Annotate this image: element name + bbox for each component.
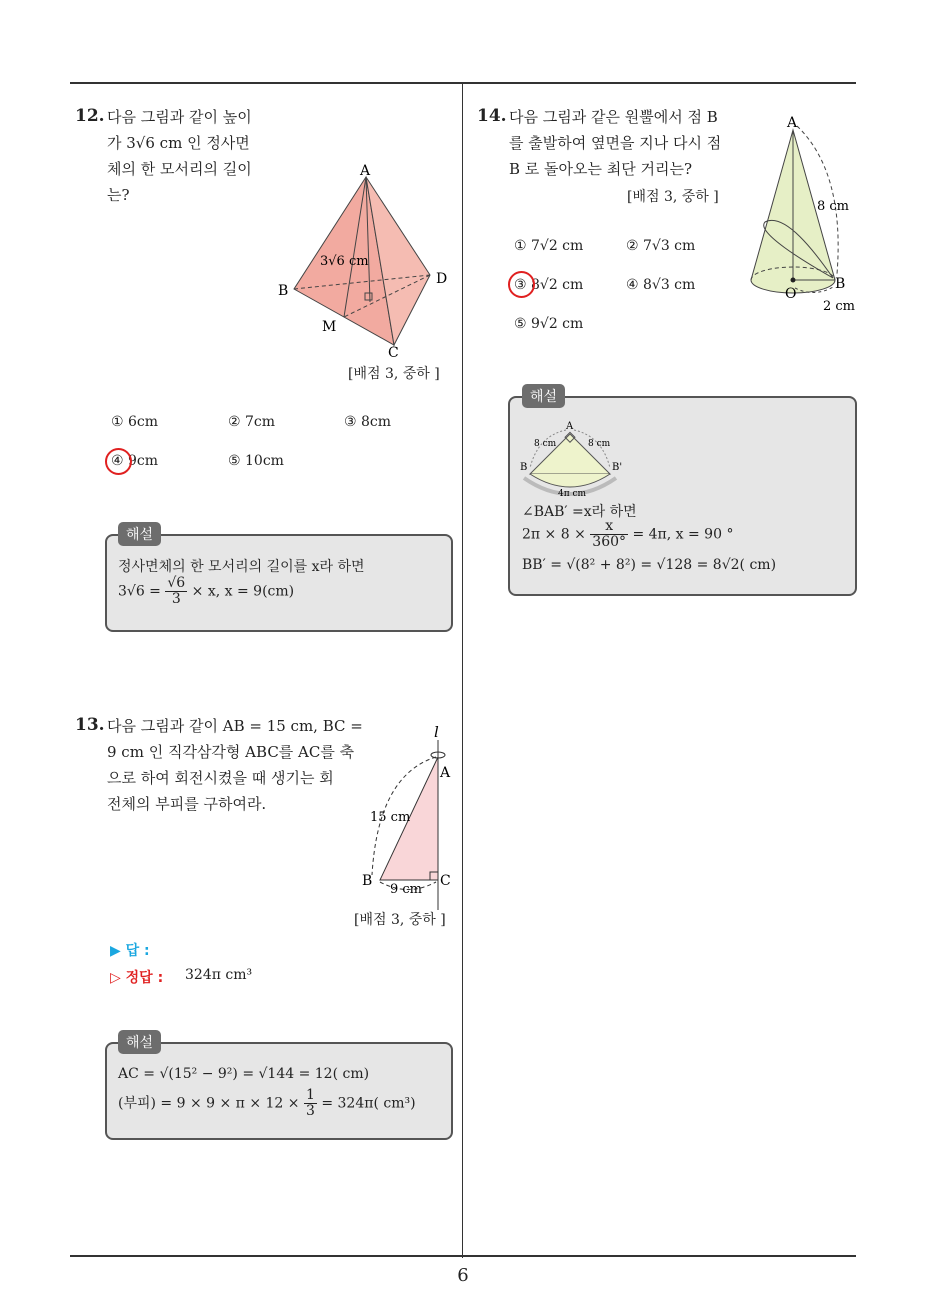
center-point (791, 278, 796, 283)
q12-number: 12. (75, 106, 105, 126)
q12-solution-line-2 (118, 576, 294, 607)
q12-meta: [배점 3, 중하 ] (348, 366, 440, 382)
q13-sol-den: 3 (305, 1103, 315, 1119)
cone-figure (745, 112, 860, 317)
q14-sol-right: = 4π, x = 90 ° (632, 526, 734, 543)
q14-number: 14. (477, 106, 507, 126)
q12-line-4: 는? (107, 186, 130, 204)
label-c: C (440, 873, 451, 889)
q13-solution-line-1: AC = √(15² − 9²) = √144 = 12( cm) (118, 1066, 370, 1082)
q12-choice-2[interactable]: ② 7cm (228, 414, 276, 430)
q12-choice-5[interactable]: ⑤ 10cm (228, 453, 284, 469)
base-label: 9 cm (390, 882, 423, 897)
rotation-triangle-figure (358, 715, 458, 915)
fig-label-right-length: 8 cm (588, 439, 611, 449)
q13-sol-right: = 324π( cm³) (321, 1095, 416, 1112)
q12-choice-1[interactable]: ① 6cm (111, 414, 159, 430)
q14-choice-2[interactable]: ② 7√3 cm (626, 238, 696, 254)
radius-label: 2 cm (823, 299, 856, 314)
q13-correct-label: ▷ 정답 : (110, 970, 164, 986)
label-o: O (785, 286, 797, 302)
q13-answer-label: ▶ 답 : (110, 943, 150, 959)
q14-line-3: B 로 돌아오는 최단 거리는? (509, 160, 693, 178)
q13-correct-value: 324π cm³ (185, 967, 253, 983)
q14-question (509, 104, 721, 182)
sector-arc (530, 474, 610, 487)
slant-label: 8 cm (817, 199, 850, 214)
q14-line-2: 를 출발하여 옆면을 지나 다시 점 (509, 134, 722, 152)
fig-label-left-length: 8 cm (534, 439, 557, 449)
q14-selected-mark (508, 271, 535, 298)
q14-choice-1[interactable]: ① 7√2 cm (514, 238, 584, 254)
q14-line-1: 다음 그림과 같은 원뿔에서 점 B (509, 108, 718, 126)
q14-sol-num: x (590, 519, 628, 535)
label-d: D (436, 271, 448, 287)
label-c: C (388, 345, 399, 361)
sector-figure (516, 418, 628, 500)
q12-sol-den: 3 (171, 591, 181, 607)
q14-solution-tag: 해설 (522, 384, 565, 408)
q13-sol-num: 1 (305, 1087, 315, 1103)
fig-label-b: B (520, 462, 528, 473)
q13-sol-left: (부피) = 9 × 9 × π × 12 × (118, 1095, 300, 1112)
fig-label-b-prime: B' (612, 462, 623, 473)
q12-sol-left: 3√6 = (118, 583, 161, 600)
top-rule (70, 82, 856, 84)
q13-sol-fraction (304, 1088, 317, 1119)
q14-sol-left: 2π × 8 × (522, 526, 586, 543)
page-number: 6 (457, 1265, 469, 1286)
q13-solution-line-2 (118, 1088, 416, 1119)
fig-label-a: A (566, 421, 574, 432)
q14-meta: [배점 3, 중하 ] (627, 189, 719, 205)
q12-line-1: 다음 그림과 같이 높이 (107, 108, 252, 126)
q14-choice-5[interactable]: ⑤ 9√2 cm (514, 316, 584, 332)
q14-solution-line-3: BB′ = √(8² + 8²) = √128 = 8√2( cm) (522, 557, 777, 573)
label-b: B (362, 873, 373, 889)
q13-solution-tag: 해설 (118, 1030, 161, 1054)
label-a: A (360, 163, 371, 179)
q12-sol-num: √6 (167, 575, 186, 591)
label-b: B (278, 283, 289, 299)
column-divider (462, 83, 463, 1258)
label-a: A (787, 115, 798, 131)
q12-solution-tag: 해설 (118, 522, 161, 546)
q12-choice-3[interactable]: ③ 8cm (344, 414, 392, 430)
q14-solution-line-2 (522, 519, 733, 550)
q12-question (107, 104, 252, 208)
q13-line-4: 전체의 부피를 구하여라. (107, 795, 267, 813)
q13-line-2: 9 cm 인 직각삼각형 ABC를 AC를 축 (107, 743, 355, 761)
q12-sol-right: × x, x = 9(cm) (191, 583, 295, 600)
q13-number: 13. (75, 715, 105, 735)
q13-line-3: 으로 하여 회전시켰을 때 생기는 회 (107, 769, 334, 787)
height-label: 3√6 cm (320, 254, 369, 269)
q13-meta: [배점 3, 중하 ] (354, 912, 446, 928)
hyp-label: 15 cm (370, 810, 411, 825)
q14-choice-4[interactable]: ④ 8√3 cm (626, 277, 696, 293)
q14-sol-fraction (590, 519, 628, 550)
q14-solution-line-1: ∠BAB′ =x라 하면 (522, 504, 637, 520)
label-b: B (835, 276, 846, 292)
q12-solution-line-1: 정사면체의 한 모서리의 길이를 x라 하면 (118, 559, 365, 575)
label-l: l (434, 723, 439, 741)
label-m: M (322, 319, 337, 335)
q12-selected-mark (105, 448, 132, 475)
q14-choice-3[interactable]: ③ 8√2 cm (514, 277, 584, 293)
tetrahedron-figure (270, 155, 460, 365)
q12-choice-4[interactable]: ④ 9cm (111, 453, 159, 469)
bottom-rule (70, 1255, 856, 1257)
label-a: A (440, 765, 451, 781)
q12-line-2: 가 3√6 cm 인 정사면 (107, 134, 250, 152)
q12-line-3: 체의 한 모서리의 길이 (107, 160, 252, 178)
q12-sol-fraction (165, 576, 187, 607)
fig-label-arc: 4π cm (558, 489, 587, 499)
q13-question (107, 713, 363, 817)
q14-sol-den: 360° (592, 534, 627, 550)
q13-line-1: 다음 그림과 같이 AB = 15 cm, BC = (107, 717, 363, 735)
